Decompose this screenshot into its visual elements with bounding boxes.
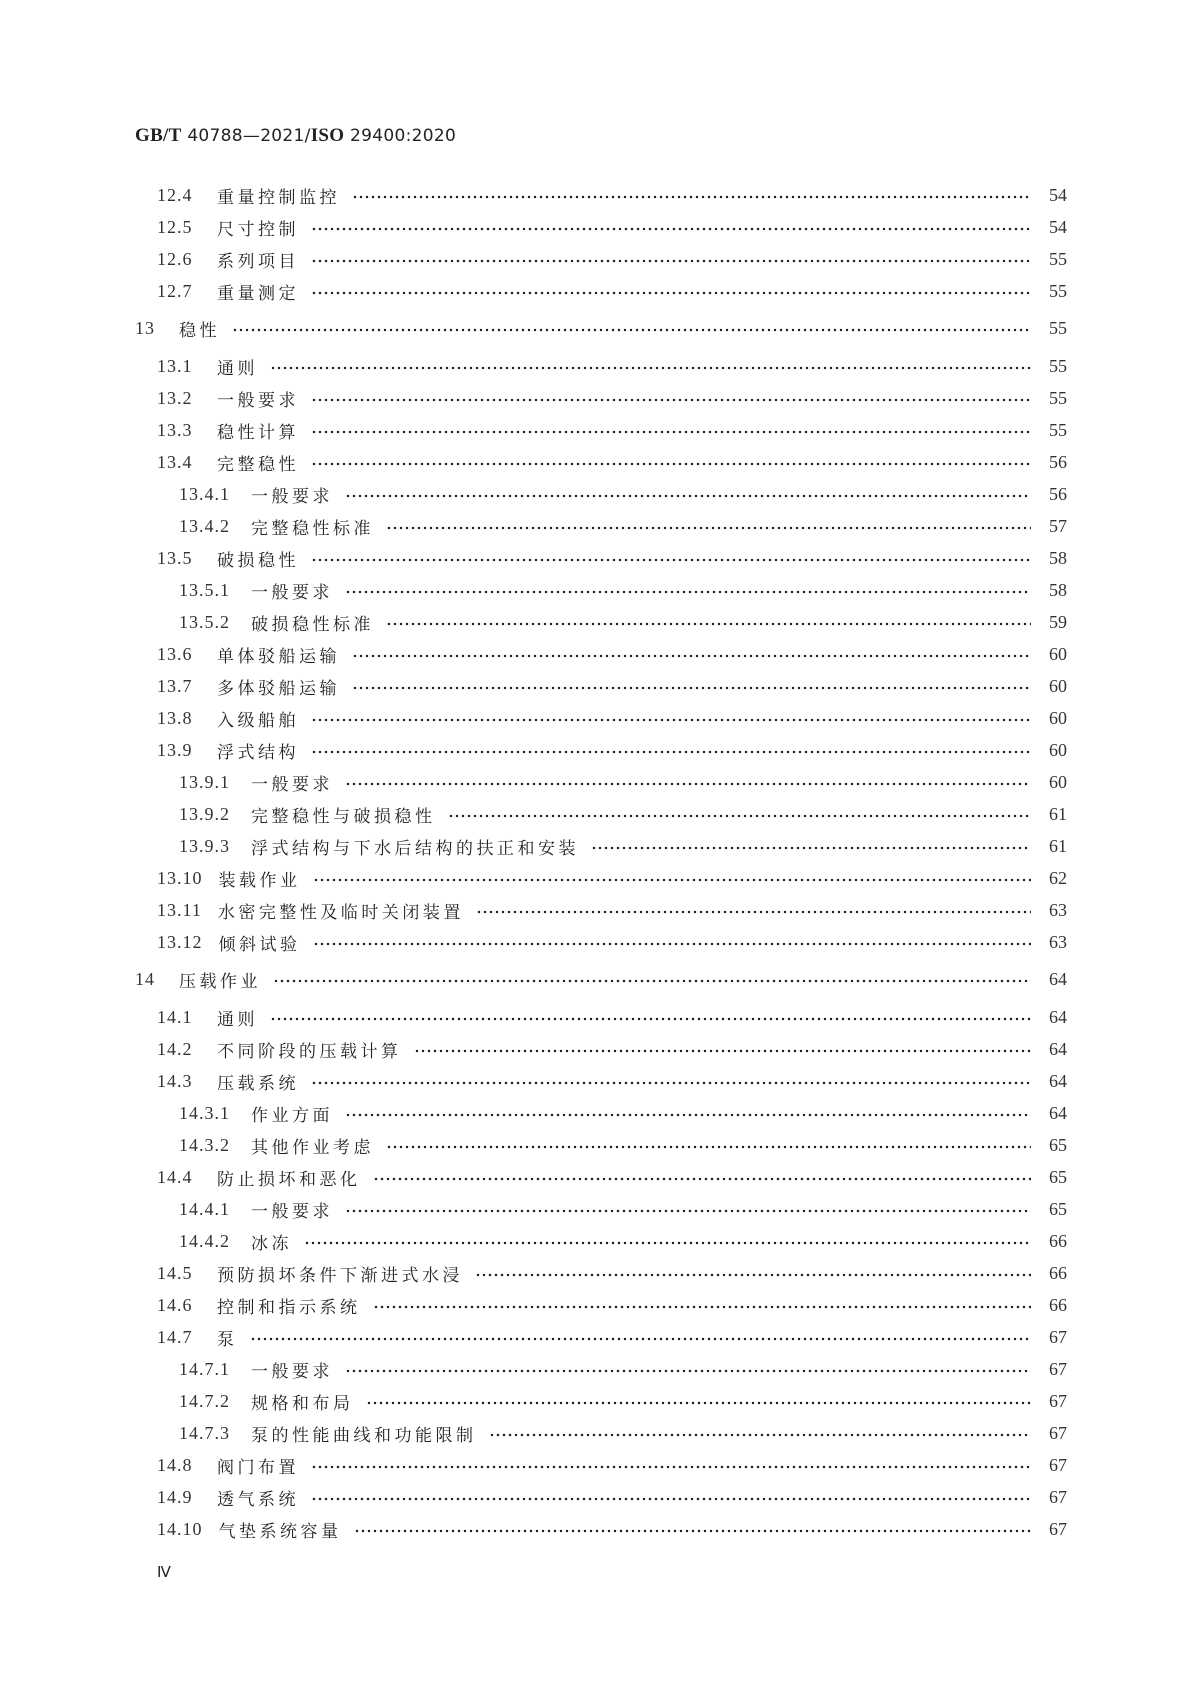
section-title: 尺寸控制	[217, 219, 299, 240]
section-number: 14	[135, 968, 155, 989]
section-number: 14.7.1	[179, 1358, 230, 1379]
toc-entry[interactable]	[135, 414, 1067, 446]
page-number: 58	[1049, 579, 1067, 600]
page-number: 67	[1049, 1454, 1067, 1475]
page-number: 64	[1049, 968, 1067, 989]
section-number: 14.7.3	[179, 1422, 230, 1443]
section-title: 透气系统	[217, 1489, 299, 1510]
section-title: 泵	[217, 1329, 238, 1350]
section-number: 13.9.2	[179, 803, 230, 824]
section-number: 14.7	[157, 1326, 193, 1347]
section-title: 重量测定	[217, 283, 299, 304]
section-title: 其他作业考虑	[251, 1137, 374, 1158]
section-number: 13.12	[157, 931, 203, 952]
section-number: 13.4.1	[179, 483, 230, 504]
toc-entry[interactable]	[135, 1449, 1067, 1481]
toc-entry[interactable]	[135, 1033, 1067, 1065]
dot-leader	[475, 1273, 1031, 1277]
section-title: 系列项目	[217, 251, 299, 272]
page-number: 60	[1049, 643, 1067, 664]
toc-entry[interactable]	[135, 670, 1067, 702]
page-number: 64	[1049, 1070, 1067, 1091]
toc-entry[interactable]	[135, 766, 1067, 798]
section-number: 14.8	[157, 1454, 193, 1475]
section-title: 稳性	[179, 320, 220, 341]
section-number: 13.10	[157, 867, 203, 888]
toc-entry[interactable]	[135, 1385, 1067, 1417]
toc-entry[interactable]	[135, 1065, 1067, 1097]
dot-leader	[273, 979, 1031, 983]
toc-entry[interactable]	[135, 1225, 1067, 1257]
section-title: 一般要求	[251, 582, 333, 603]
dot-leader	[345, 1209, 1031, 1213]
standard-prefix: GB/T	[135, 125, 182, 146]
page-number: 62	[1049, 867, 1067, 888]
section-number: 13.9	[157, 739, 193, 760]
section-title: 装载作业	[218, 870, 301, 891]
section-number: 13.2	[157, 387, 193, 408]
page-number: 61	[1049, 835, 1067, 856]
toc-entry[interactable]	[135, 1481, 1067, 1513]
dot-leader	[311, 291, 1031, 295]
toc-entry[interactable]	[135, 312, 1067, 344]
toc-entry[interactable]	[135, 1193, 1067, 1225]
toc-entry[interactable]	[135, 510, 1067, 542]
toc-entry[interactable]	[135, 1353, 1067, 1385]
dot-leader	[345, 590, 1031, 594]
dot-leader	[345, 494, 1031, 498]
page-number: 63	[1049, 899, 1067, 920]
page-number: 57	[1049, 515, 1067, 536]
section-title: 冰冻	[251, 1233, 292, 1254]
section-title: 浮式结构与下水后结构的扶正和安装	[251, 838, 579, 859]
page-number-roman: Ⅳ	[157, 1565, 171, 1581]
dot-leader	[352, 654, 1031, 658]
section-title: 稳性计算	[217, 422, 299, 443]
dot-leader	[270, 1017, 1031, 1021]
page-number: 63	[1049, 931, 1067, 952]
toc-entry[interactable]	[135, 1097, 1067, 1129]
section-number: 13.4.2	[179, 515, 230, 536]
section-number: 14.2	[157, 1038, 193, 1059]
section-title: 破损稳性标准	[251, 614, 374, 635]
dot-leader	[311, 1081, 1031, 1085]
section-title: 完整稳性与破损稳性	[251, 806, 436, 827]
toc-entry[interactable]	[135, 862, 1067, 894]
section-title: 完整稳性标准	[251, 518, 374, 539]
toc-entry[interactable]	[135, 1417, 1067, 1449]
toc-entry[interactable]	[135, 638, 1067, 670]
dot-leader	[313, 942, 1032, 946]
toc-entry[interactable]	[135, 1257, 1067, 1289]
section-number: 13.11	[157, 899, 202, 920]
dot-leader	[311, 558, 1031, 562]
section-title: 一般要求	[251, 486, 333, 507]
toc-entry[interactable]	[135, 1289, 1067, 1321]
dot-leader	[386, 622, 1031, 626]
dot-leader	[311, 259, 1031, 263]
toc-entry[interactable]	[135, 542, 1067, 574]
page-number: 67	[1049, 1422, 1067, 1443]
document-code-header	[135, 125, 456, 147]
section-number: 14.3.2	[179, 1134, 230, 1155]
section-number: 13.9.3	[179, 835, 230, 856]
section-number: 12.5	[157, 216, 193, 237]
section-number: 13.9.1	[179, 771, 230, 792]
section-title: 重量控制监控	[217, 187, 340, 208]
section-number: 14.3	[157, 1070, 193, 1091]
section-number: 13.4	[157, 451, 193, 472]
page-number: 67	[1049, 1486, 1067, 1507]
section-number: 13.3	[157, 419, 193, 440]
page-number: 60	[1049, 675, 1067, 696]
section-number: 12.7	[157, 280, 193, 301]
toc-entry[interactable]	[135, 1001, 1067, 1033]
section-number: 14.4	[157, 1166, 193, 1187]
page-number: 67	[1049, 1326, 1067, 1347]
toc-entry[interactable]	[135, 830, 1067, 862]
page-number: 65	[1049, 1134, 1067, 1155]
page-number: 54	[1049, 184, 1067, 205]
toc-entry[interactable]	[135, 574, 1067, 606]
toc-entry[interactable]	[135, 446, 1067, 478]
section-title: 通则	[217, 1009, 258, 1030]
dot-leader	[366, 1401, 1032, 1405]
section-number: 14.7.2	[179, 1390, 230, 1411]
dot-leader	[386, 1145, 1031, 1149]
toc-entry[interactable]	[135, 478, 1067, 510]
page-number: 55	[1049, 317, 1067, 338]
section-title: 规格和布局	[251, 1393, 354, 1414]
dot-leader	[311, 1465, 1031, 1469]
dot-leader	[345, 1369, 1031, 1373]
page-number: 60	[1049, 771, 1067, 792]
section-title: 一般要求	[217, 390, 299, 411]
page-number: 67	[1049, 1390, 1067, 1411]
toc-entry[interactable]	[135, 275, 1067, 307]
dot-leader	[414, 1049, 1032, 1053]
section-number: 14.10	[157, 1518, 203, 1539]
section-title: 不同阶段的压载计算	[217, 1041, 402, 1062]
page-number: 65	[1049, 1166, 1067, 1187]
page-number: 55	[1049, 280, 1067, 301]
section-title: 入级船舶	[217, 710, 299, 731]
page-number: 60	[1049, 707, 1067, 728]
page-number: 65	[1049, 1198, 1067, 1219]
dot-leader	[476, 910, 1031, 914]
page-number: 55	[1049, 248, 1067, 269]
dot-leader	[345, 1113, 1031, 1117]
page-number: 56	[1049, 483, 1067, 504]
dot-leader	[304, 1241, 1031, 1245]
page-number: 66	[1049, 1230, 1067, 1251]
section-title: 防止损坏和恶化	[217, 1169, 361, 1190]
page-number: 61	[1049, 803, 1067, 824]
section-title: 倾斜试验	[218, 934, 301, 955]
section-number: 13	[135, 317, 155, 338]
dot-leader	[345, 782, 1031, 786]
toc-entry[interactable]	[135, 243, 1067, 275]
section-title: 水密完整性及临时关闭装置	[217, 902, 464, 923]
dot-leader	[311, 398, 1031, 402]
page-number: 67	[1049, 1358, 1067, 1379]
section-number: 14.5	[157, 1262, 193, 1283]
section-title: 阀门布置	[217, 1457, 299, 1478]
page-number: 59	[1049, 611, 1067, 632]
dot-leader	[591, 846, 1031, 850]
section-number: 14.4.1	[179, 1198, 230, 1219]
dot-leader	[270, 366, 1031, 370]
section-number: 14.6	[157, 1294, 193, 1315]
section-title: 一般要求	[251, 774, 333, 795]
section-title: 控制和指示系统	[217, 1297, 361, 1318]
toc-entry[interactable]	[135, 179, 1067, 211]
page-number: 64	[1049, 1006, 1067, 1027]
toc-entry[interactable]	[135, 1513, 1067, 1545]
section-title: 多体驳船运输	[217, 678, 340, 699]
page-number: 64	[1049, 1102, 1067, 1123]
toc-entry[interactable]	[135, 894, 1067, 926]
dot-leader	[373, 1305, 1032, 1309]
page-number: 64	[1049, 1038, 1067, 1059]
section-title: 单体驳船运输	[217, 646, 340, 667]
page-number: 54	[1049, 216, 1067, 237]
page-number: 55	[1049, 355, 1067, 376]
dot-leader	[250, 1337, 1032, 1341]
toc-entry[interactable]	[135, 1321, 1067, 1353]
section-number: 13.5.1	[179, 579, 230, 600]
section-title: 一般要求	[251, 1361, 333, 1382]
toc-entry[interactable]	[135, 734, 1067, 766]
section-title: 浮式结构	[217, 742, 299, 763]
dot-leader	[489, 1433, 1032, 1437]
dot-leader	[311, 462, 1031, 466]
page-number: 55	[1049, 419, 1067, 440]
dot-leader	[311, 718, 1031, 722]
section-title: 泵的性能曲线和功能限制	[251, 1425, 477, 1446]
section-number: 13.1	[157, 355, 193, 376]
dot-leader	[373, 1177, 1032, 1181]
dot-leader	[311, 750, 1031, 754]
page-number: 55	[1049, 387, 1067, 408]
page-number: 67	[1049, 1518, 1067, 1539]
page-number: 58	[1049, 547, 1067, 568]
section-number: 13.8	[157, 707, 193, 728]
dot-leader	[386, 526, 1031, 530]
toc-entry[interactable]	[135, 963, 1067, 995]
section-title: 压载系统	[217, 1073, 299, 1094]
iso-number: 29400:2020	[344, 126, 457, 146]
section-title: 完整稳性	[217, 454, 299, 475]
section-number: 14.9	[157, 1486, 193, 1507]
dot-leader	[352, 686, 1031, 690]
page-number: 66	[1049, 1262, 1067, 1283]
toc-entry[interactable]	[135, 798, 1067, 830]
toc-entry[interactable]	[135, 382, 1067, 414]
dot-leader	[354, 1529, 1032, 1533]
section-number: 14.3.1	[179, 1102, 230, 1123]
section-title: 预防损坏条件下渐进式水浸	[217, 1265, 463, 1286]
section-number: 14.1	[157, 1006, 193, 1027]
toc-entry[interactable]	[135, 350, 1067, 382]
page-number: 66	[1049, 1294, 1067, 1315]
page-number: 60	[1049, 739, 1067, 760]
section-number: 13.5.2	[179, 611, 230, 632]
dot-leader	[313, 878, 1032, 882]
table-of-contents	[135, 179, 1067, 1545]
toc-entry[interactable]	[135, 606, 1067, 638]
section-title: 作业方面	[251, 1105, 333, 1126]
section-number: 14.4.2	[179, 1230, 230, 1251]
section-number: 13.7	[157, 675, 193, 696]
dot-leader	[311, 430, 1031, 434]
section-title: 一般要求	[251, 1201, 333, 1222]
toc-entry[interactable]	[135, 926, 1067, 958]
dot-leader	[352, 195, 1031, 199]
section-title: 通则	[217, 358, 258, 379]
section-number: 12.6	[157, 248, 193, 269]
section-number: 13.6	[157, 643, 193, 664]
dot-leader	[311, 227, 1031, 231]
section-title: 破损稳性	[217, 550, 299, 571]
toc-entry[interactable]	[135, 1161, 1067, 1193]
section-title: 压载作业	[179, 971, 261, 992]
toc-entry[interactable]	[135, 211, 1067, 243]
toc-entry[interactable]	[135, 702, 1067, 734]
dot-leader	[448, 814, 1032, 818]
standard-number: 40788—2021/	[181, 126, 311, 146]
iso-prefix: ISO	[310, 125, 345, 146]
dot-leader	[232, 328, 1031, 332]
page-number: 56	[1049, 451, 1067, 472]
dot-leader	[311, 1497, 1031, 1501]
section-title: 气垫系统容量	[218, 1521, 342, 1542]
section-number: 13.5	[157, 547, 193, 568]
section-number: 12.4	[157, 184, 193, 205]
toc-entry[interactable]	[135, 1129, 1067, 1161]
